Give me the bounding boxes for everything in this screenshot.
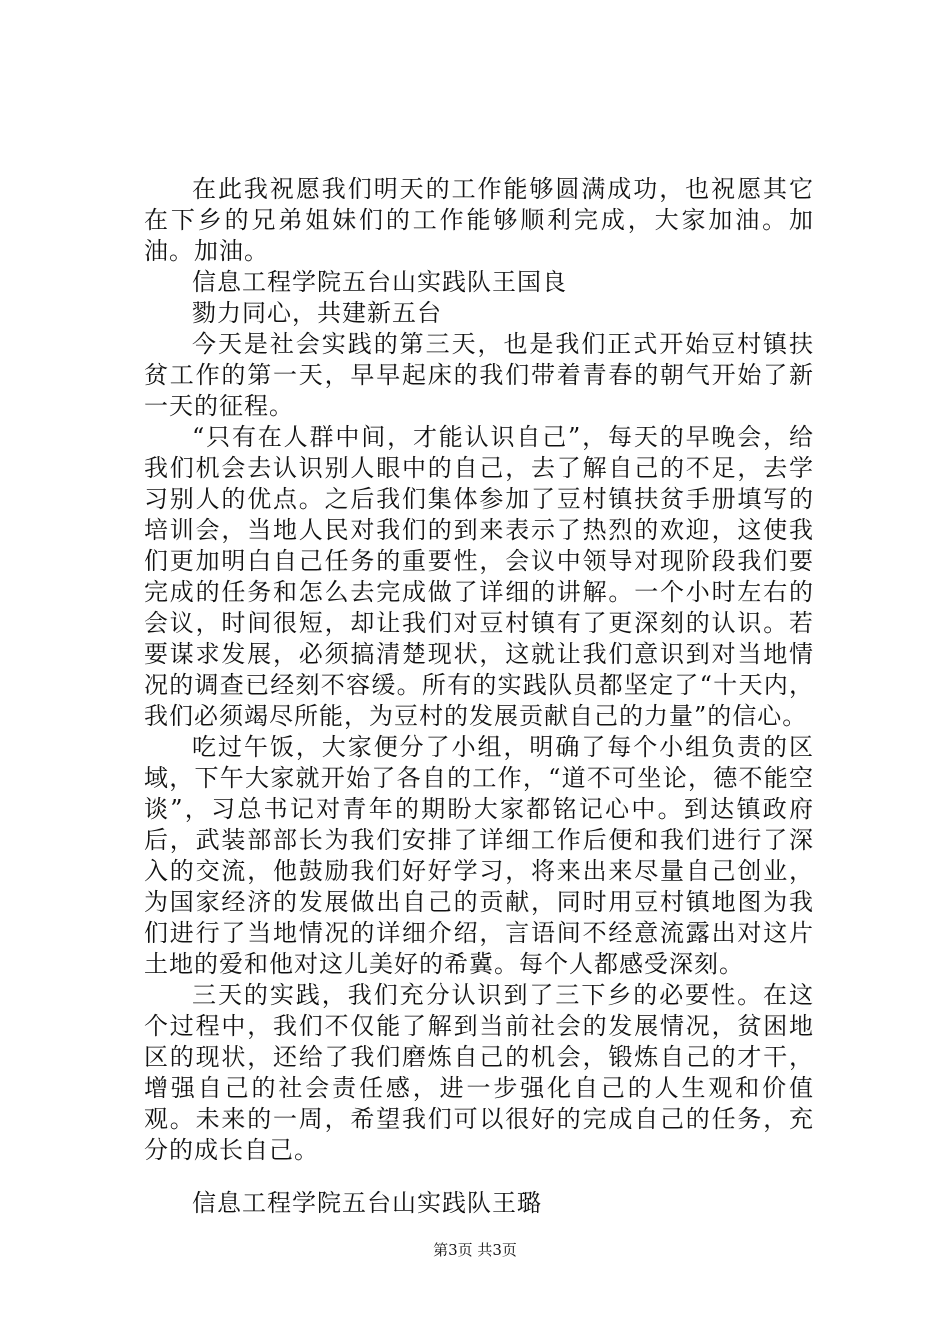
article-title: 勠力同心，共建新五台 bbox=[192, 299, 442, 327]
paragraph-spacer bbox=[144, 1166, 814, 1188]
body-paragraph: 今天是社会实践的第三天，也是我们正式开始豆村镇扶贫工作的第一天，早早起床的我们带着青春的朝气开始了新一天的征程。 bbox=[144, 330, 814, 420]
body-paragraph: 吃过午饭，大家便分了小组，明确了每个小组负责的区域，下午大家就开始了各自的工作，“道不可坐论，德不能空谈”，习总书记对青年的期盼大家都铭记心中。到达镇政府后，武装部部长为我们安排了详细工作后便和我们进行了深入的交流，他鼓励我们好好学习，将来出来尽量自己创业，为国家经济的发展做出自己的贡献，同时用豆村镇地图为我们进行了当地情况的详细介绍，言语间不经意流露出对这片土地的爱和他对这儿美好的希冀。每个人都感受深刻。 bbox=[144, 733, 814, 978]
author-signature: 信息工程学院五台山实践队王国良 bbox=[192, 268, 567, 296]
body-paragraph: 三天的实践，我们充分认识到了三下乡的必要性。在这个过程中，我们不仅能了解到当前社会的发展情况，贫困地区的现状，还给了我们磨炼自己的机会，锻炼自己的才干，增强自己的社会责任感，进一步强化自己的人生观和价值观。未来的一周，希望我们可以很好的完成自己的任务，充分的成长自己。 bbox=[144, 981, 814, 1164]
document-body bbox=[144, 174, 814, 1219]
body-paragraph: “只有在人群中间，才能认识自己”，每天的早晚会，给我们机会去认识别人眼中的自己，去了解自己的不足，去学习别人的优点。之后我们集体参加了豆村镇扶贫手册填写的培训会，当地人民对我们的到来表示了热烈的欢迎，这使我们更加明白自己任务的重要性，会议中领导对现阶段我们要完成的任务和怎么去完成做了详细的讲解。一个小时左右的会议，时间很短，却让我们对豆村镇有了更深刻的认识。若要谋求发展，必须搞清楚现状，这就让我们意识到对当地情况的调查已经刻不容缓。所有的实践队员都坚定了“十天内，我们必须竭尽所能，为豆村的发展贡献自己的力量”的信心。 bbox=[144, 423, 814, 730]
closing-wish-paragraph: 在此我祝愿我们明天的工作能够圆满成功，也祝愿其它在下乡的兄弟姐妹们的工作能够顺利完成，大家加油。加油。加油。 bbox=[144, 175, 814, 265]
author-signature: 信息工程学院五台山实践队王璐 bbox=[192, 1189, 542, 1217]
page-number-footer: 第3页 共3页 bbox=[433, 1241, 517, 1259]
